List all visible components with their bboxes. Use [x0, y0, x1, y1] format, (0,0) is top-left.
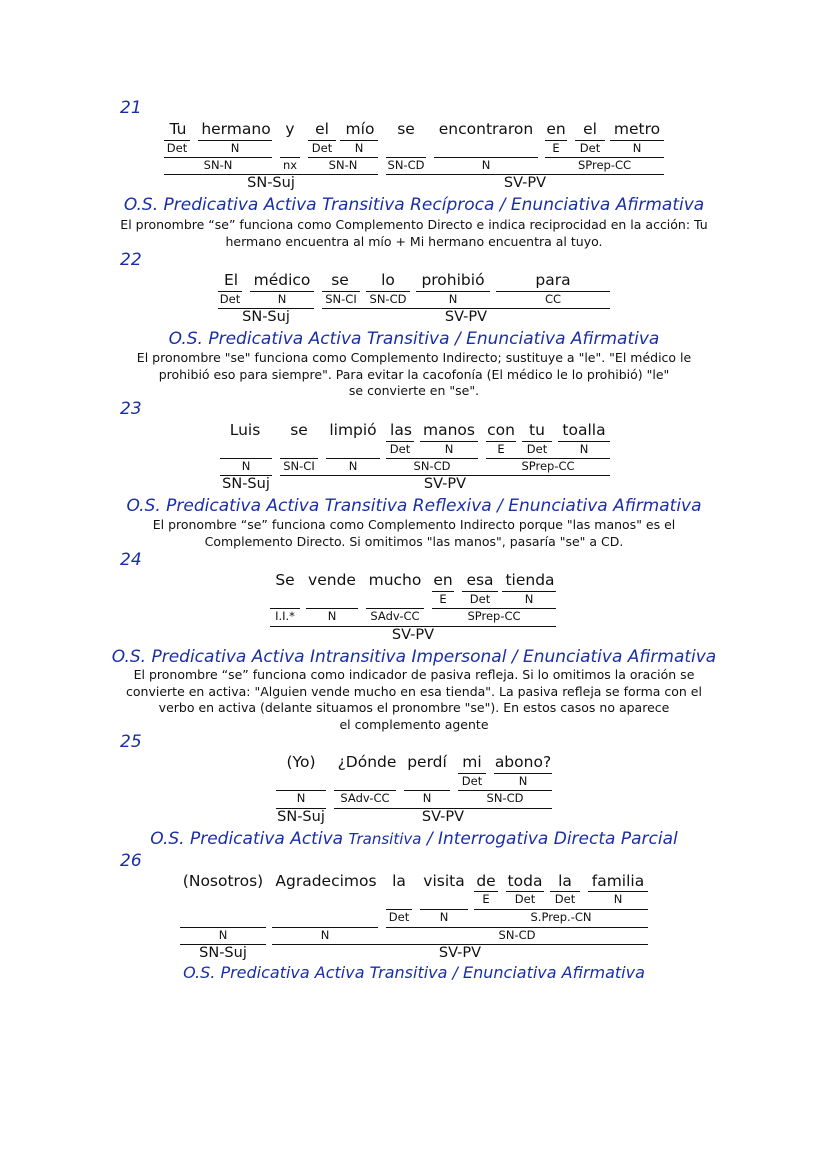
classification: O.S. Predicativa Activa Transitiva Reflexiva / Enunciativa Afirmativa: [126, 496, 702, 516]
label: S.Prep.-CN: [530, 910, 592, 924]
word: visita: [423, 872, 465, 890]
classification: O.S. Predicativa Activa Transitiva / Enunciativa Afirmativa: [183, 963, 645, 982]
word: se: [331, 271, 349, 289]
label: SN-CI: [283, 459, 315, 473]
explanation: El pronombre “se” funciona como Complemento Indirecto porque "las manos" es el Complemento Directo. Si omitimos "las manos", pasaría "se" a CD.: [152, 517, 676, 549]
word: vende: [308, 571, 356, 589]
label: Det: [166, 141, 188, 155]
classification: O.S. Predicativa Activa Intransitiva Impersonal / Enunciativa Afirmativa: [111, 647, 717, 667]
label: SN-Suj: [242, 309, 290, 325]
label: N: [277, 292, 287, 306]
word: ¿Dónde: [337, 753, 397, 771]
label: Det: [514, 892, 536, 906]
label: SPrep-CC: [521, 459, 575, 473]
word: toalla: [562, 421, 606, 439]
label: SN-Suj: [222, 476, 270, 492]
label: SV-PV: [438, 945, 482, 961]
label: CC: [544, 292, 562, 306]
word: lo: [381, 271, 395, 289]
label: SPrep-CC: [577, 158, 632, 172]
label: SV-PV: [503, 175, 547, 191]
label: SN-Suj: [247, 175, 295, 191]
word: de: [476, 872, 496, 890]
label: SN-CD: [498, 928, 536, 942]
label: N: [354, 141, 364, 155]
explanation: El pronombre "se" funciona como Complemento Indirecto; sustituye a "le". "El médico le prohibió eso para siempre". Para evitar la cacofonía (El médico le lo prohibió) "le" se convierte en "se".: [136, 350, 692, 398]
word: hermano: [201, 120, 271, 138]
label: N: [327, 609, 337, 623]
word: esa: [466, 571, 494, 589]
label: Det: [388, 910, 410, 924]
word: se: [397, 120, 415, 138]
sentence-number: 25: [120, 732, 142, 752]
label: SN-CD: [486, 791, 524, 805]
word: Tu: [169, 120, 187, 138]
word: limpió: [329, 421, 377, 439]
word: tienda: [505, 571, 555, 589]
word: la: [392, 872, 406, 890]
word: prohibió: [421, 271, 485, 289]
label: N: [444, 442, 454, 456]
label: N: [241, 459, 251, 473]
label: Det: [526, 442, 548, 456]
label: N: [481, 158, 491, 172]
sentence-number: 23: [120, 399, 142, 419]
label: Det: [461, 774, 483, 788]
label: N: [348, 459, 358, 473]
label: SPrep-CC: [467, 609, 521, 623]
label: SN-CD: [387, 158, 425, 172]
word: manos: [423, 421, 475, 439]
label: SN-N: [203, 158, 233, 172]
sentence-number: 26: [120, 851, 142, 871]
word: las: [390, 421, 412, 439]
word: (Yo): [286, 753, 316, 771]
word: tu: [529, 421, 545, 439]
label: N: [524, 592, 534, 606]
classification: O.S. Predicativa Activa Transitiva Recíproca / Enunciativa Afirmativa: [123, 195, 705, 215]
label: N: [218, 928, 228, 942]
explanation: El pronombre “se” funciona como indicador de pasiva refleja. Si lo omitimos la oración se convierte en activa: "Alguien vende mucho en esa tienda". La pasiva refleja se forma con el verbo en activa (delante situamos el pronombre "se"). En estos casos no aparece el complemento agente: [126, 667, 702, 732]
label: E: [552, 141, 560, 155]
word: la: [558, 872, 572, 890]
word: Agradecimos: [275, 872, 377, 890]
word: El: [223, 271, 239, 289]
word: metro: [613, 120, 661, 138]
label: Det: [469, 592, 491, 606]
word: mucho: [368, 571, 422, 589]
word: toda: [507, 872, 543, 890]
word: médico: [253, 271, 311, 289]
word: con: [487, 421, 515, 439]
word: el: [315, 120, 329, 138]
label: N: [296, 791, 306, 805]
word: para: [535, 271, 571, 289]
word: en: [546, 120, 566, 138]
label: SV-PV: [391, 627, 435, 643]
label: SN-Suj: [199, 945, 247, 961]
label: nx: [282, 158, 298, 172]
sentence-number: 22: [120, 250, 142, 270]
classification: O.S. Predicativa Activa Transitiva / Enunciativa Afirmativa: [168, 329, 660, 349]
label: N: [320, 928, 330, 942]
label: Det: [311, 141, 333, 155]
label: N: [422, 791, 432, 805]
label: N: [439, 910, 449, 924]
label: E: [497, 442, 505, 456]
label: Det: [579, 141, 601, 155]
classification: O.S. Predicativa Activa Transitiva / Interrogativa Directa Parcial: [150, 829, 678, 849]
label: E: [482, 892, 490, 906]
word: en: [433, 571, 453, 589]
word: Se: [275, 571, 295, 589]
word: perdí: [407, 753, 447, 771]
word: familia: [591, 872, 645, 890]
label: N: [448, 292, 458, 306]
label: SN-CD: [413, 459, 451, 473]
label: N: [230, 141, 240, 155]
sentence-number: 21: [120, 98, 142, 118]
word: y: [285, 120, 295, 138]
explanation: El pronombre “se” funciona como Complemento Directo e indica reciprocidad en la acción: Tu hermano encuentra al mío + Mi hermano encuentra al tuyo.: [120, 217, 708, 249]
word: mi: [462, 753, 482, 771]
label: SAdv-CC: [370, 609, 420, 623]
sentence-number: 24: [120, 550, 142, 570]
label: Det: [219, 292, 241, 306]
word: mío: [345, 120, 375, 138]
label: Det: [554, 892, 576, 906]
label: SN-CI: [325, 292, 357, 306]
word: el: [583, 120, 597, 138]
label: N: [579, 442, 589, 456]
label: SV-PV: [421, 809, 465, 825]
word: se: [290, 421, 308, 439]
label: SN-Suj: [277, 809, 325, 825]
word: encontraron: [438, 120, 534, 138]
word: abono?: [494, 753, 552, 771]
label: SN-N: [328, 158, 358, 172]
label: SV-PV: [423, 476, 467, 492]
label: Det: [389, 442, 411, 456]
label: I.I.*: [275, 609, 295, 623]
word: (Nosotros): [182, 872, 264, 890]
label: N: [518, 774, 528, 788]
label: N: [632, 141, 642, 155]
label: N: [613, 892, 623, 906]
label: SV-PV: [444, 309, 488, 325]
word: Luis: [229, 421, 261, 439]
label: E: [439, 592, 447, 606]
label: SN-CD: [369, 292, 407, 306]
label: SAdv-CC: [340, 791, 390, 805]
